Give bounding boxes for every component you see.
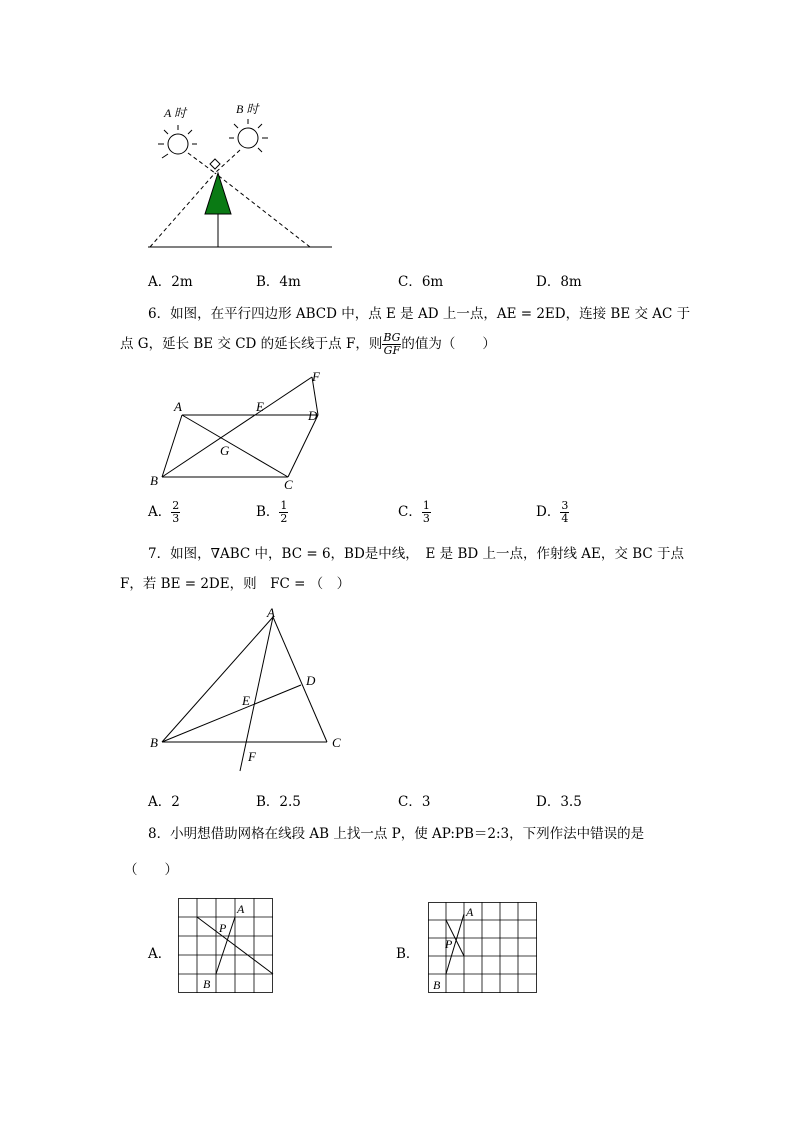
q7-option-b: B．2.5 [256, 794, 301, 810]
q7-figure [140, 605, 360, 780]
q8-option-b-label: B． [396, 946, 420, 962]
sun-b-icon [229, 119, 268, 152]
q7-option-c: C．3 [398, 794, 431, 810]
q8-figure-b [428, 902, 538, 994]
q5-option-b: B．4m [256, 274, 301, 290]
q6-option-b: B． $\frac{1}{2}$ [256, 499, 288, 525]
q7-option-a: A．2 [148, 794, 180, 810]
svg-text:D: D [306, 673, 316, 688]
q8-question-line2: （ ） [124, 862, 178, 878]
svg-text:E: E [242, 693, 250, 708]
shadow-line-a [150, 173, 215, 247]
label-a-time: A 时 [164, 106, 187, 120]
label-b-time: B 时 [236, 102, 259, 116]
svg-text:G: G [220, 443, 230, 458]
q5-option-a: A．2m [148, 274, 193, 290]
svg-text:A: A [237, 902, 245, 916]
svg-text:D: D [308, 408, 318, 423]
svg-text:A: A [267, 605, 275, 620]
svg-text:C: C [284, 477, 293, 490]
q7-option-d: D．3.5 [536, 794, 582, 810]
svg-text:C: C [332, 735, 341, 750]
ray-b [215, 150, 240, 173]
svg-text:P: P [219, 921, 227, 935]
q7-question-line1: 7．如图，∇ABC 中，BC = 6，BD是中线， E 是 BD 上一点，作射线 AE，交 BC 于点 [148, 546, 684, 562]
svg-text:B: B [150, 473, 158, 488]
q8-figure-a [178, 898, 274, 994]
q6-option-c: C． $\frac{1}{3}$ [398, 499, 430, 525]
q6-line2-pre: 点 G，延长 BE 交 CD 的延长线于点 F，则 [120, 336, 383, 352]
q8-question-line1: 8．小明想借助网格在线段 AB 上找一点 P，使 AP:PB＝2:3，下列作法中错误的是 [148, 826, 645, 842]
svg-text:B: B [433, 978, 441, 992]
q6-option-a: A． $\frac{2}{3}$ [148, 499, 180, 525]
right-angle-mark [210, 159, 220, 169]
q7-question-line2: F，若 BE = 2DE，则 FC = （ ） [120, 576, 351, 592]
q6-figure [140, 365, 340, 490]
svg-text:B: B [150, 735, 158, 750]
svg-text:A: A [174, 399, 182, 414]
svg-text:F: F [312, 369, 320, 384]
svg-text:F: F [248, 749, 256, 764]
q6-fraction: $\frac{BG}{GF}$ [383, 331, 401, 357]
svg-text:P: P [445, 937, 453, 951]
svg-text:B: B [203, 977, 211, 991]
q5-figure [140, 95, 340, 255]
sun-a-icon [158, 125, 197, 158]
q6-question-line2 [120, 332, 496, 357]
q8-option-a-label: A． [148, 946, 172, 962]
q6-option-d: D． $\frac{3}{4}$ [536, 499, 569, 525]
svg-text:E: E [256, 399, 264, 414]
q6-question-line1: 6．如图，在平行四边形 ABCD 中，点 E 是 AD 上一点，AE = 2ED，连接 BE 交 AC 于 [148, 306, 691, 322]
q5-option-d: D．8m [536, 274, 582, 290]
tree-crown [205, 173, 231, 214]
q5-option-c: C．6m [398, 274, 444, 290]
q6-line2-post: 的值为（ ） [401, 336, 496, 352]
svg-text:A: A [466, 905, 474, 919]
